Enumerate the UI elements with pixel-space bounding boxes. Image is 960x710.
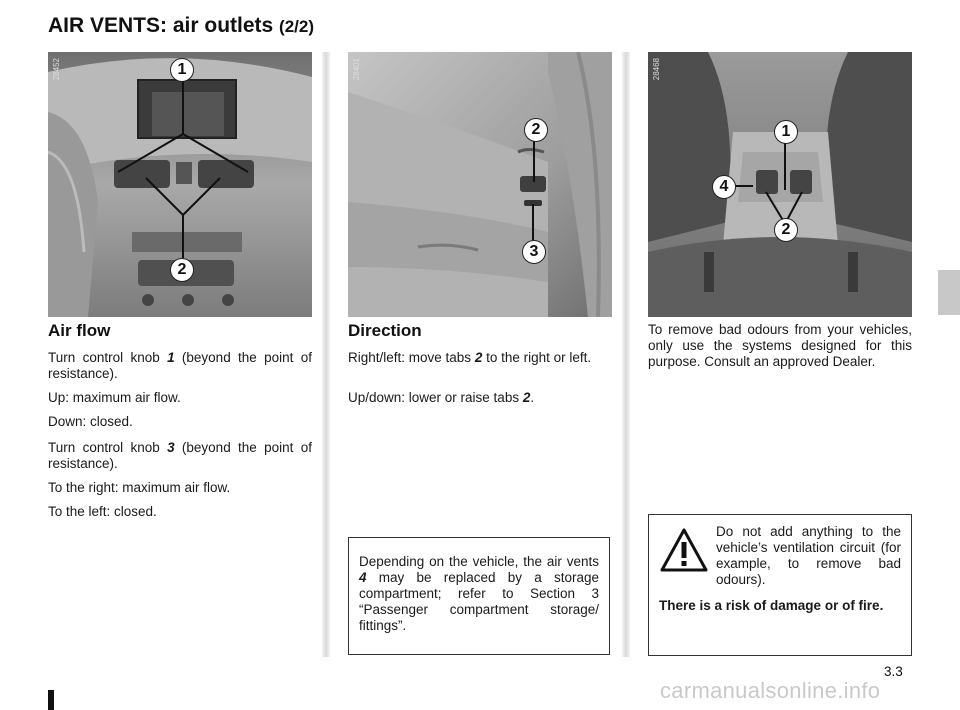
air-flow-knob-1: Turn control knob 1 (beyond the point of resistance). <box>48 350 312 381</box>
info-box-storage <box>348 537 610 655</box>
section-tab <box>938 270 960 315</box>
air-flow-left: To the left: closed. <box>48 504 157 519</box>
callout-4: 4 <box>712 175 736 199</box>
page-title-sub: (2/2) <box>279 17 315 36</box>
air-flow-up: Up: maximum air flow. <box>48 390 181 405</box>
callout-1: 1 <box>170 58 194 82</box>
callout-2: 2 <box>524 118 548 142</box>
watermark: carmanualsonline.info <box>660 678 881 703</box>
page-title: AIR VENTS: air outlets (2/2) <box>48 14 315 37</box>
side-vent-illustration <box>348 52 612 317</box>
air-flow-knob-3: Turn control knob 3 (beyond the point of resistance). <box>48 440 312 471</box>
photo-code: 28468 <box>652 58 661 81</box>
odour-advice: To remove bad odours from your vehicles, only use the systems designed for this purpose. Consult an approved Dealer. <box>648 322 912 369</box>
callout-3: 3 <box>522 240 546 264</box>
heading-direction: Direction <box>348 321 422 340</box>
photo-rear-vents <box>648 52 912 317</box>
air-flow-right: To the right: maximum air flow. <box>48 480 231 495</box>
info-box-text: Depending on the vehicle, the air vents 4 may be replaced by a storage compartment; refer to Section 3 “Passenger compartment storage/ fittings”. <box>359 554 599 633</box>
heading-air-flow: Air flow <box>48 321 111 340</box>
page-number: 3.3 <box>884 664 903 679</box>
warning-box <box>648 514 912 656</box>
photo-side-vent <box>348 52 612 317</box>
callout-1: 1 <box>774 120 798 144</box>
photo-code: 28452 <box>52 58 61 81</box>
column-divider <box>622 52 630 657</box>
direction-up-down: Up/down: lower or raise tabs 2. <box>348 390 535 405</box>
warning-risk: There is a risk of damage or of fire. <box>659 598 884 613</box>
photo-dashboard-vents <box>48 52 312 317</box>
warning-text: Do not add anything to the vehicle’s ventilation circuit (for example, to remove bad odours). <box>716 524 901 587</box>
column-divider <box>322 52 330 657</box>
direction-right-left: Right/left: move tabs 2 to the right or left. <box>348 350 592 365</box>
photo-code: 28401 <box>352 58 361 81</box>
air-flow-down: Down: closed. <box>48 414 133 429</box>
callout-2: 2 <box>774 218 798 242</box>
callout-2: 2 <box>170 258 194 282</box>
rear-console-illustration <box>648 52 912 317</box>
corner-mark <box>48 690 54 710</box>
warning-triangle-icon <box>659 527 709 573</box>
